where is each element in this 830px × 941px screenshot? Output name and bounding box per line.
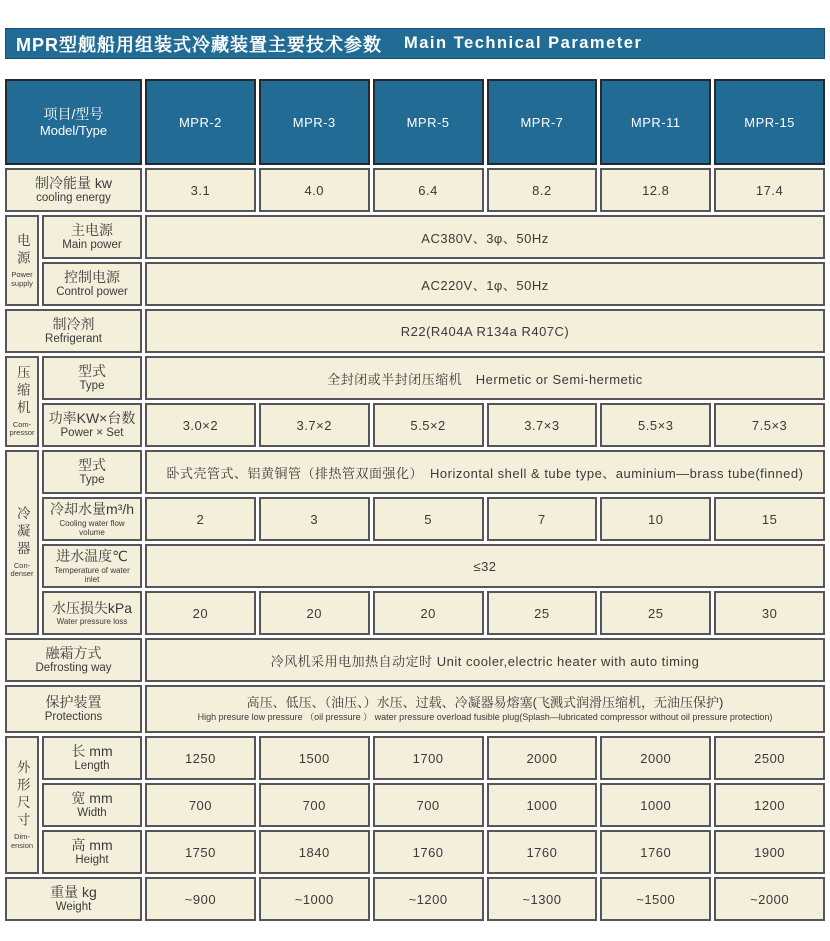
header-mpr-5	[373, 79, 484, 165]
height-value: 1760	[600, 830, 711, 874]
row-label-cooling-energy	[5, 168, 142, 212]
cooling-water-value: 3	[259, 497, 370, 541]
header-mpr-15	[714, 79, 825, 165]
weight-value: ~2000	[714, 877, 825, 921]
length-value: 2000	[600, 736, 711, 780]
main-power-value: AC380V、3φ、50Hz	[145, 215, 825, 259]
label-zh: 长 mm	[71, 743, 113, 760]
pressure-loss-value: 20	[259, 591, 370, 635]
row-label-pressure-loss	[42, 591, 142, 635]
label-en: Temperature of water inlet	[54, 565, 130, 585]
spec-table	[5, 79, 825, 921]
compressor-type-value: 全封闭或半封闭压缩机 Hermetic or Semi-hermetic	[145, 356, 825, 400]
cooling-energy-value: 4.0	[259, 168, 370, 212]
row-label-main-power	[42, 215, 142, 259]
label-zh: 水压损失kPa	[51, 600, 133, 617]
row-label-length	[42, 736, 142, 780]
label-en: cooling energy	[36, 192, 111, 205]
label-en: Main power	[62, 239, 122, 252]
label-zh: 重量 kg	[50, 884, 97, 901]
group-label-zh: 电源	[14, 232, 30, 268]
condenser-type-value: 卧式壳管式、铝黄铜管（排热管双面强化） Horizontal shell & tube type、auminium—brass tube(finned)	[145, 450, 825, 494]
label-en: Type	[79, 474, 105, 487]
group-condenser	[5, 450, 39, 635]
cooling-energy-value: 12.8	[600, 168, 711, 212]
label-zh: 型式	[78, 363, 106, 380]
protections-value	[145, 685, 825, 733]
label-en: Power × Set	[60, 427, 124, 440]
group-label-zh: 压缩机	[14, 365, 30, 418]
power-set-value: 3.7×3	[487, 403, 598, 447]
power-set-value: 3.0×2	[145, 403, 256, 447]
row-label-control-power	[42, 262, 142, 306]
group-label-en: Con-denser	[10, 560, 34, 579]
group-dimension	[5, 736, 39, 874]
cooling-energy-value: 6.4	[373, 168, 484, 212]
group-power-supply	[5, 215, 39, 306]
row-label-condenser-type	[42, 450, 142, 494]
length-value: 1250	[145, 736, 256, 780]
label-zh: 控制电源	[64, 269, 120, 286]
label-zh: 融霜方式	[45, 645, 102, 662]
weight-value: ~1200	[373, 877, 484, 921]
cooling-water-value: 10	[600, 497, 711, 541]
label-zh: 功率KW×台数	[48, 410, 136, 427]
label-zh: 制冷能量 kw	[35, 175, 112, 192]
cooling-water-value: 5	[373, 497, 484, 541]
cooling-energy-value: 8.2	[487, 168, 598, 212]
header-mpr-7	[487, 79, 598, 165]
group-label-en: Power supply	[11, 269, 33, 288]
label-zh: 冷却水量m³/h	[50, 501, 134, 518]
label-zh: 宽 mm	[71, 790, 113, 807]
width-value: 700	[373, 783, 484, 827]
label-zh: 制冷剂	[52, 316, 95, 333]
cooling-energy-value: 3.1	[145, 168, 256, 212]
weight-value: ~1300	[487, 877, 598, 921]
label-en: Refrigerant	[45, 333, 102, 346]
cooling-water-value: 15	[714, 497, 825, 541]
row-label-inlet-temp	[42, 544, 142, 588]
height-value: 1760	[487, 830, 598, 874]
cooling-energy-value: 17.4	[714, 168, 825, 212]
header-mpr-11	[600, 79, 711, 165]
label-zh: 保护装置	[45, 694, 102, 711]
row-label-defrost	[5, 638, 142, 682]
power-set-value: 5.5×2	[373, 403, 484, 447]
label-en: Cooling water flow volume	[59, 518, 125, 538]
row-label-refrigerant	[5, 309, 142, 353]
weight-value: ~1000	[259, 877, 370, 921]
group-compressor	[5, 356, 39, 447]
header-model-type	[5, 79, 142, 165]
model-name: MPR-15	[744, 114, 795, 130]
header-mpr-3	[259, 79, 370, 165]
label-zh: 型式	[78, 457, 106, 474]
cooling-water-value: 2	[145, 497, 256, 541]
label-zh: 高 mm	[71, 837, 113, 854]
model-name: MPR-5	[406, 114, 450, 130]
height-value: 1900	[714, 830, 825, 874]
group-label-zh: 外形尺寸	[14, 759, 30, 830]
label-zh: 进水温度℃	[56, 548, 128, 565]
pressure-loss-value: 20	[145, 591, 256, 635]
model-name: MPR-7	[520, 114, 564, 130]
length-value: 1500	[259, 736, 370, 780]
length-value: 1700	[373, 736, 484, 780]
protections-value-zh: 高压、低压、（油压、）水压、过载、冷凝器易熔塞(飞溅式润滑压缩机，无油压保护)	[246, 695, 724, 711]
row-label-protections	[5, 685, 142, 733]
group-label-en: Com-pressor	[9, 419, 35, 438]
width-value: 1000	[600, 783, 711, 827]
length-value: 2000	[487, 736, 598, 780]
group-label-zh: 冷凝器	[14, 506, 30, 559]
inlet-temp-value: ≤32	[145, 544, 825, 588]
pressure-loss-value: 20	[373, 591, 484, 635]
model-name: MPR-3	[292, 114, 336, 130]
label-en: Weight	[55, 901, 92, 914]
width-value: 1200	[714, 783, 825, 827]
row-label-cooling-water	[42, 497, 142, 541]
row-label-compressor-type	[42, 356, 142, 400]
protections-value-en: High presure low pressure （oil pressure ） water pressure overload fusible plug(Splash—lubricated compressor without oil pressure protection)	[197, 712, 773, 723]
header-mpr-2	[145, 79, 256, 165]
label-en: Protections	[44, 711, 103, 724]
width-value: 1000	[487, 783, 598, 827]
label-zh: 主电源	[71, 222, 113, 239]
cooling-water-value: 7	[487, 497, 598, 541]
length-value: 2500	[714, 736, 825, 780]
label-en: Height	[75, 854, 109, 867]
model-name: MPR-2	[178, 114, 222, 130]
label-en: Type	[79, 380, 105, 393]
width-value: 700	[145, 783, 256, 827]
height-value: 1840	[259, 830, 370, 874]
width-value: 700	[259, 783, 370, 827]
pressure-loss-value: 25	[600, 591, 711, 635]
page-title-zh: MPR型舰船用组装式冷藏装置主要技术参数	[16, 34, 382, 55]
row-label-height	[42, 830, 142, 874]
group-label-en: Dim-ension	[10, 831, 34, 850]
row-label-width	[42, 783, 142, 827]
power-set-value: 5.5×3	[600, 403, 711, 447]
height-value: 1750	[145, 830, 256, 874]
label-en: Width	[77, 807, 107, 820]
pressure-loss-value: 30	[714, 591, 825, 635]
weight-value: ~900	[145, 877, 256, 921]
label-en: Length	[74, 760, 110, 773]
power-set-value: 3.7×2	[259, 403, 370, 447]
power-set-value: 7.5×3	[714, 403, 825, 447]
row-label-power-set	[42, 403, 142, 447]
title-bar	[5, 28, 825, 59]
refrigerant-value: R22(R404A R134a R407C)	[145, 309, 825, 353]
page-title-en: Main Technical Parameter	[404, 34, 643, 52]
header-label-zh: 项目/型号	[43, 106, 104, 123]
control-power-value: AC220V、1φ、50Hz	[145, 262, 825, 306]
model-name: MPR-11	[630, 114, 681, 130]
height-value: 1760	[373, 830, 484, 874]
label-en: Defrosting way	[35, 662, 112, 675]
header-label-en: Model/Type	[39, 122, 108, 138]
pressure-loss-value: 25	[487, 591, 598, 635]
weight-value: ~1500	[600, 877, 711, 921]
row-label-weight	[5, 877, 142, 921]
defrost-value: 冷风机采用电加热自动定时 Unit cooler,electric heater with auto timing	[145, 638, 825, 682]
label-en: Control power	[56, 286, 128, 299]
label-en: Water pressure loss	[56, 617, 128, 627]
